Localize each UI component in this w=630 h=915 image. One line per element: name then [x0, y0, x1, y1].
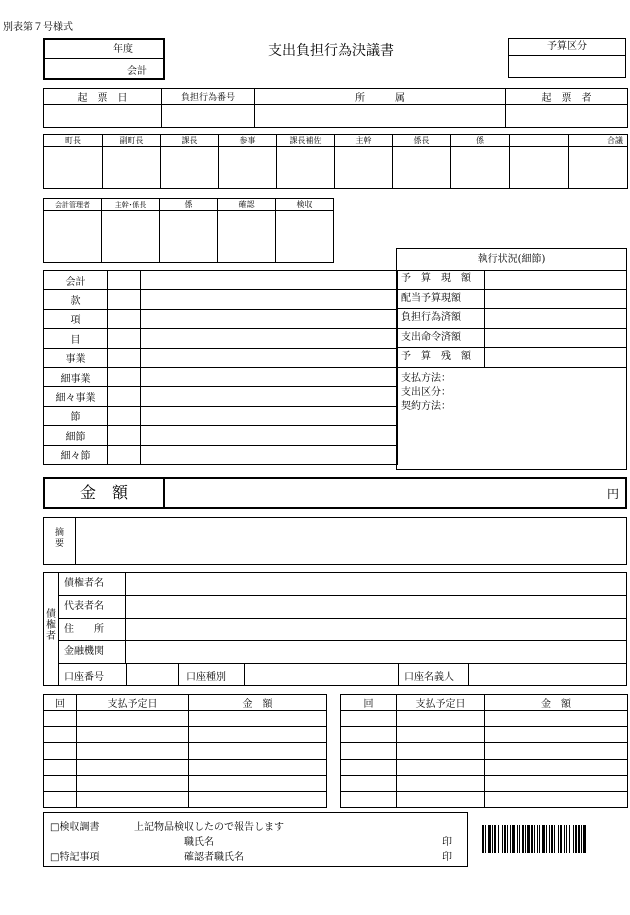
- schedule-row: [44, 775, 327, 791]
- creditor-box: [43, 572, 627, 686]
- schedule-header-date: 支払予定日: [77, 695, 189, 711]
- exec-item-value[interactable]: [486, 290, 626, 308]
- schedule-cell[interactable]: [44, 791, 77, 807]
- schedule-header-row: [44, 695, 327, 711]
- budget-item-row: [44, 290, 398, 309]
- budget-item-name[interactable]: [141, 387, 398, 406]
- budget-item-row: [44, 348, 398, 367]
- creditor-field-label: 住 所: [58, 619, 126, 641]
- exec-item-row: [397, 348, 626, 368]
- budget-item-label: 目: [44, 329, 108, 348]
- exec-status-title: 執行状況(細節): [397, 249, 626, 271]
- budget-item-code[interactable]: [108, 406, 141, 425]
- schedule-cell[interactable]: [189, 727, 327, 743]
- exec-item-row: [397, 290, 626, 310]
- acct-stamp[interactable]: [44, 211, 102, 263]
- summary-box[interactable]: [43, 517, 627, 565]
- schedule-row: [341, 759, 628, 775]
- budget-item-code[interactable]: [108, 271, 141, 290]
- schedule-cell[interactable]: [341, 759, 397, 775]
- budget-item-name[interactable]: [141, 271, 398, 290]
- creditor-row: [58, 619, 626, 642]
- budget-item-label: 細事業: [44, 367, 108, 386]
- exec-item-value[interactable]: [486, 348, 626, 366]
- schedule-header-row: [341, 695, 628, 711]
- keiyaku-hoho: 契約方法：: [401, 401, 451, 412]
- shokuin-label: 職氏名: [184, 837, 214, 848]
- approval-stamp[interactable]: [510, 147, 569, 189]
- creditor-field-value[interactable]: [127, 596, 625, 617]
- exec-status-box: [396, 248, 627, 470]
- year-account-box[interactable]: [43, 38, 165, 80]
- schedule-row: [341, 791, 628, 807]
- schedule-cell[interactable]: [189, 759, 327, 775]
- budget-item-row: [44, 426, 398, 445]
- futan-number-cell[interactable]: [162, 105, 255, 128]
- schedule-cell[interactable]: [397, 775, 485, 791]
- exec-notes[interactable]: [401, 372, 451, 414]
- schedule-cell[interactable]: [485, 711, 628, 727]
- futan-number-header: 負担行為番号: [162, 89, 255, 105]
- creditor-row: [58, 596, 626, 619]
- schedule-cell[interactable]: [77, 759, 189, 775]
- schedule-cell[interactable]: [485, 775, 628, 791]
- exec-item-value[interactable]: [486, 270, 626, 288]
- budget-item-label: 節: [44, 406, 108, 425]
- acct-stamp[interactable]: [218, 211, 276, 263]
- acct-header-kenshu: 検収: [276, 199, 334, 211]
- nendo-label: 年度: [113, 44, 133, 55]
- budget-item-label: 細節: [44, 426, 108, 445]
- approval-header-kacho: 課長: [161, 135, 219, 147]
- approval-header-blank: [510, 135, 569, 147]
- acct-header-shukan: 主幹･係長: [102, 199, 160, 211]
- approval-table: [43, 134, 628, 189]
- kenshu-checkbox[interactable]: □検収調書: [50, 822, 100, 833]
- schedule-cell[interactable]: [44, 775, 77, 791]
- budget-item-name[interactable]: [141, 367, 398, 386]
- exec-item-label: 負担行為済額: [397, 309, 485, 328]
- budget-items-table: [43, 270, 398, 465]
- acct-stamp[interactable]: [276, 211, 334, 263]
- approval-stamp[interactable]: [44, 147, 103, 189]
- schedule-cell[interactable]: [397, 791, 485, 807]
- approval-stamp[interactable]: [335, 147, 393, 189]
- creditor-field-value[interactable]: [127, 641, 625, 662]
- form-number: 別表第７号様式: [3, 22, 73, 33]
- exec-item-value[interactable]: [486, 309, 626, 327]
- schedule-cell[interactable]: [485, 791, 628, 807]
- account-holder-label: 口座名義人: [404, 672, 454, 683]
- budget-item-code[interactable]: [108, 290, 141, 309]
- schedule-cell[interactable]: [77, 727, 189, 743]
- schedule-cell[interactable]: [485, 759, 628, 775]
- budget-item-row: [44, 329, 398, 348]
- budget-item-row: [44, 367, 398, 386]
- budget-item-row: [44, 406, 398, 425]
- budget-item-code[interactable]: [108, 329, 141, 348]
- exec-item-label: 支出命令済額: [397, 329, 485, 348]
- kaikei-label: 会計: [127, 66, 147, 77]
- schedule-cell[interactable]: [189, 791, 327, 807]
- account-type-label: 口座種別: [186, 672, 226, 683]
- schedule-table-left: [43, 694, 327, 808]
- schedule-cell[interactable]: [77, 791, 189, 807]
- exec-item-value[interactable]: [486, 329, 626, 347]
- creditor-field-label: 債権者名: [58, 573, 126, 595]
- approval-stamp[interactable]: [569, 147, 628, 189]
- budget-class-label: 予算区分: [509, 39, 625, 56]
- schedule-cell[interactable]: [44, 759, 77, 775]
- schedule-header-kai: 回: [341, 695, 397, 711]
- stamp-mark-1: 印: [442, 837, 452, 848]
- exec-item-label: 配当予算現額: [397, 290, 485, 309]
- schedule-cell[interactable]: [485, 727, 628, 743]
- report-text: 上記物品検収したので報告します: [134, 822, 284, 833]
- approval-header-aigi: 合議: [569, 135, 628, 147]
- budget-item-name[interactable]: [141, 406, 398, 425]
- creditor-row: [58, 641, 626, 664]
- schedule-cell[interactable]: [44, 727, 77, 743]
- kihyosha-header: 起 票 者: [506, 89, 628, 105]
- shozoku-cell[interactable]: [255, 105, 506, 128]
- approval-header-kakari: 係: [451, 135, 510, 147]
- budget-item-name[interactable]: [141, 426, 398, 445]
- budget-item-label: 事業: [44, 348, 108, 367]
- approval-header-kakaricho: 係長: [393, 135, 451, 147]
- schedule-header-amount: 金 額: [189, 695, 327, 711]
- schedule-cell[interactable]: [397, 711, 485, 727]
- schedule-row: [44, 711, 327, 727]
- budget-item-row: [44, 387, 398, 406]
- schedule-cell[interactable]: [341, 711, 397, 727]
- schedule-cell[interactable]: [397, 743, 485, 759]
- yen-label: 円: [606, 487, 619, 501]
- schedule-row: [44, 743, 327, 759]
- budget-class-box[interactable]: [508, 38, 626, 78]
- creditor-row: [58, 573, 626, 596]
- budget-item-code[interactable]: [108, 445, 141, 464]
- schedule-header-kai: 回: [44, 695, 77, 711]
- approval-header-chocho: 町長: [44, 135, 103, 147]
- budget-item-code[interactable]: [108, 426, 141, 445]
- budget-item-code[interactable]: [108, 309, 141, 328]
- creditor-field-label: 代表者名: [58, 596, 126, 618]
- budget-item-row: [44, 271, 398, 290]
- budget-item-code[interactable]: [108, 367, 141, 386]
- exec-item-label: 予 算 現 額: [397, 270, 485, 289]
- schedule-header-amount: 金 額: [485, 695, 628, 711]
- budget-item-label: 項: [44, 309, 108, 328]
- budget-item-label: 細々節: [44, 445, 108, 464]
- budget-item-label: 款: [44, 290, 108, 309]
- schedule-row: [44, 759, 327, 775]
- kihyo-date-cell[interactable]: [44, 105, 162, 128]
- shiharai-hoho: 支払方法：: [401, 373, 451, 384]
- stamp-mark-2: 印: [442, 852, 452, 863]
- budget-item-label: 細々事業: [44, 387, 108, 406]
- approval-header-shukan: 主幹: [335, 135, 393, 147]
- schedule-cell[interactable]: [77, 711, 189, 727]
- approval-stamp[interactable]: [161, 147, 219, 189]
- schedule-cell[interactable]: [189, 775, 327, 791]
- inspection-box: [43, 812, 468, 867]
- schedule-cell[interactable]: [341, 743, 397, 759]
- schedule-row: [341, 727, 628, 743]
- creditor-field-value[interactable]: [127, 619, 625, 640]
- budget-item-code[interactable]: [108, 387, 141, 406]
- schedule-cell[interactable]: [341, 775, 397, 791]
- budget-item-code[interactable]: [108, 348, 141, 367]
- budget-item-name[interactable]: [141, 348, 398, 367]
- schedule-table-right: [340, 694, 628, 808]
- creditor-field-value[interactable]: [127, 573, 625, 594]
- schedule-cell[interactable]: [44, 743, 77, 759]
- schedule-cell[interactable]: [341, 727, 397, 743]
- creditor-field-label: 金融機関: [58, 641, 126, 663]
- kihyosha-cell[interactable]: [506, 105, 628, 128]
- schedule-cell[interactable]: [397, 727, 485, 743]
- exec-item-label: 予 算 残 額: [397, 348, 485, 367]
- summary-label: 摘要: [55, 528, 65, 549]
- account-row: [58, 664, 626, 685]
- budget-item-label: 会計: [44, 271, 108, 290]
- approval-header-sanji: 参事: [219, 135, 277, 147]
- acct-header-kakari: 係: [160, 199, 218, 211]
- barcode-icon: [482, 825, 620, 853]
- approval-stamp[interactable]: [451, 147, 510, 189]
- schedule-row: [44, 791, 327, 807]
- schedule-cell[interactable]: [189, 743, 327, 759]
- approval-header-kachohosa: 課長補佐: [277, 135, 335, 147]
- schedule-cell[interactable]: [189, 711, 327, 727]
- schedule-cell[interactable]: [485, 743, 628, 759]
- schedule-row: [44, 727, 327, 743]
- budget-item-name[interactable]: [141, 445, 398, 464]
- creditor-label: 債権者: [46, 609, 56, 642]
- exec-item-row: [397, 309, 626, 329]
- approval-stamp[interactable]: [219, 147, 277, 189]
- kihyo-date-header: 起 票 日: [44, 89, 162, 105]
- schedule-header-date: 支払予定日: [397, 695, 485, 711]
- schedule-row: [341, 743, 628, 759]
- approval-stamp[interactable]: [393, 147, 451, 189]
- schedule-cell[interactable]: [77, 743, 189, 759]
- schedule-cell[interactable]: [397, 759, 485, 775]
- budget-item-row: [44, 445, 398, 464]
- schedule-cell[interactable]: [341, 791, 397, 807]
- acct-header-kakunin: 確認: [218, 199, 276, 211]
- shishutsu-kubun: 支出区分：: [401, 387, 451, 398]
- amount-box[interactable]: [43, 477, 627, 509]
- approval-stamp[interactable]: [103, 147, 161, 189]
- budget-item-row: [44, 309, 398, 328]
- approval-stamp[interactable]: [277, 147, 335, 189]
- tokki-checkbox[interactable]: □特記事項: [50, 852, 100, 863]
- schedule-row: [341, 711, 628, 727]
- budget-item-name[interactable]: [141, 290, 398, 309]
- schedule-cell[interactable]: [77, 775, 189, 791]
- budget-item-name[interactable]: [141, 309, 398, 328]
- budget-item-name[interactable]: [141, 329, 398, 348]
- schedule-cell[interactable]: [44, 711, 77, 727]
- exec-item-row: [397, 270, 626, 290]
- page-title: 支出負担行為決議書: [268, 43, 394, 59]
- acct-stamp[interactable]: [160, 211, 218, 263]
- shozoku-header: 所 属: [255, 89, 506, 105]
- accounting-table: [43, 198, 334, 263]
- kakunin-label: 確認者職氏名: [184, 852, 244, 863]
- header-info-table: [43, 88, 628, 128]
- schedule-row: [341, 775, 628, 791]
- acct-stamp[interactable]: [102, 211, 160, 263]
- acct-header-kanrisha: 会計管理者: [44, 199, 102, 211]
- account-no-label: 口座番号: [64, 672, 104, 683]
- amount-label: 金 額: [45, 479, 165, 507]
- approval-header-fukuchocho: 副町長: [103, 135, 161, 147]
- exec-item-row: [397, 329, 626, 349]
